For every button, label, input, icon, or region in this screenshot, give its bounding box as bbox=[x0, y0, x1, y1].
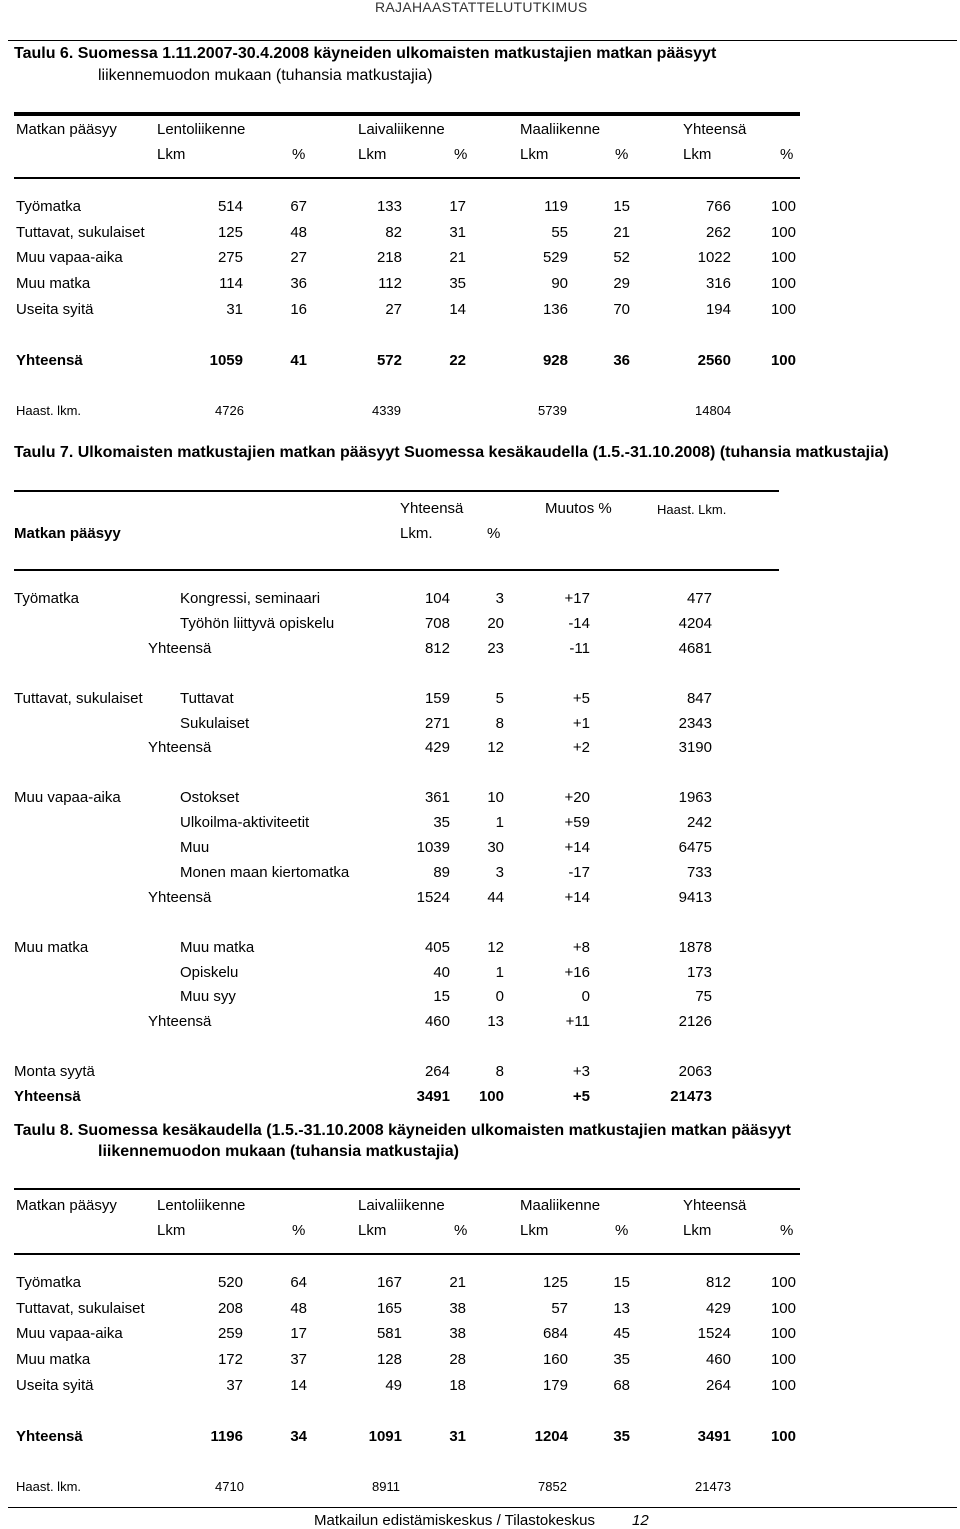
table7-cell: -14 bbox=[568, 614, 590, 632]
table6-title-line2: liikennemuodon mukaan (tuhansia matkustajia) bbox=[98, 67, 433, 84]
table7-title: Taulu 7. Ulkomaisten matkustajien matkan pääsyyt Suomessa kesäkaudella (1.5.-31.10.2008) (tuhansia matkustajia) bbox=[14, 444, 889, 461]
table7-group-label: Muu matka bbox=[14, 938, 89, 956]
table7-cell: 477 bbox=[686, 590, 712, 607]
table7-row-label: Yhteensä bbox=[148, 888, 212, 906]
table8-cell: 48 bbox=[290, 1299, 307, 1317]
table7-cell: 20 bbox=[487, 614, 504, 632]
table7-total-cell: 21473 bbox=[670, 1088, 712, 1105]
table7-cell: 1039 bbox=[416, 839, 450, 856]
table8-cell: 100 bbox=[770, 1299, 796, 1317]
table8-row-label: Tuttavat, sukulaiset bbox=[16, 1299, 145, 1317]
table8-subhead-3: % bbox=[454, 1222, 468, 1239]
table6-subhead-7: % bbox=[780, 146, 794, 163]
table7-top-rule bbox=[14, 490, 779, 492]
table8-head-rule bbox=[14, 1253, 800, 1255]
table6-interviews-cell: 5739 bbox=[538, 402, 567, 418]
table7-cell: 1524 bbox=[416, 888, 450, 906]
table6-row-label: Tuttavat, sukulaiset bbox=[16, 223, 145, 241]
table6-title-line1: Taulu 6. Suomessa 1.11.2007-30.4.2008 käyneiden ulkomaisten matkustajien matkan pääsyyt bbox=[14, 45, 717, 62]
table7-cell: 4681 bbox=[678, 639, 712, 657]
table7-monta-label: Monta syytä bbox=[14, 1063, 95, 1081]
table7-row-label: Yhteensä bbox=[148, 739, 212, 757]
table7-cell: 264 bbox=[424, 1063, 450, 1081]
table7-row-label: Työhön liittyvä opiskelu bbox=[180, 614, 335, 632]
header-rule bbox=[8, 40, 957, 41]
table7-row-label: Muu bbox=[180, 839, 210, 856]
table7-row-label: Yhteensä bbox=[148, 639, 212, 657]
table7-cell: +3 bbox=[572, 1063, 590, 1081]
table7-total-label: Yhteensä bbox=[14, 1088, 81, 1105]
table8-cell: 125 bbox=[542, 1274, 568, 1291]
table6-subhead-4: Lkm bbox=[520, 146, 549, 163]
table7-cell: 173 bbox=[686, 963, 712, 981]
table7-cell: 40 bbox=[433, 963, 450, 981]
table8-subhead-2: Lkm bbox=[358, 1222, 387, 1239]
table6-cell: 17 bbox=[449, 198, 466, 215]
table8-title-line1: Taulu 8. Suomessa kesäkaudella (1.5.-31.10.2008 käyneiden ulkomaisten matkustajien matkan pääsyyt bbox=[14, 1122, 791, 1139]
table6-interviews-cell: 4726 bbox=[215, 402, 244, 418]
table7-row-label: Yhteensä bbox=[148, 1013, 212, 1031]
table6-cell: 262 bbox=[705, 223, 731, 241]
table6-subhead-6: Lkm bbox=[683, 146, 712, 163]
table6-cell: 514 bbox=[217, 198, 243, 215]
table6-cell: 100 bbox=[770, 198, 796, 215]
table6-group-3: Yhteensä bbox=[683, 121, 747, 138]
table7-row-label: Ostokset bbox=[180, 789, 240, 807]
table7-total-cell: 100 bbox=[478, 1088, 504, 1105]
table8-cell: 460 bbox=[705, 1351, 731, 1369]
table7-row-label: Monen maan kiertomatka bbox=[180, 863, 350, 881]
table8-interviews-cell: 21473 bbox=[695, 1478, 732, 1494]
table8-cell: 37 bbox=[290, 1351, 307, 1369]
table7-cell: 271 bbox=[424, 714, 450, 732]
table7-cell: +1 bbox=[572, 714, 590, 732]
table8-cell: 100 bbox=[770, 1376, 796, 1394]
table7-cell: +17 bbox=[564, 590, 590, 607]
table8-group-0: Lentoliikenne bbox=[157, 1197, 246, 1214]
table7-cell: 5 bbox=[495, 689, 504, 707]
table7-cell: +59 bbox=[564, 814, 590, 832]
table7-cell: +16 bbox=[564, 963, 590, 981]
table7-total-cell: 3491 bbox=[416, 1088, 450, 1105]
table6-cell: 112 bbox=[378, 275, 402, 293]
table7-cell: 1 bbox=[495, 814, 504, 832]
table7-head-rule bbox=[14, 569, 779, 571]
table8-cell: 14 bbox=[290, 1376, 307, 1394]
table8-cell: 38 bbox=[449, 1299, 466, 1317]
table7-cell: 0 bbox=[581, 988, 590, 1006]
table6-cell: 14 bbox=[449, 300, 466, 318]
table7-cell: 4204 bbox=[678, 614, 712, 632]
table8-total-cell: 1091 bbox=[368, 1427, 402, 1445]
table7-cell: 2126 bbox=[678, 1013, 712, 1031]
table6-cell: 133 bbox=[376, 198, 402, 215]
table8-cell: 1524 bbox=[697, 1325, 731, 1343]
table6-cell: 21 bbox=[613, 223, 630, 241]
table7-cell: 2343 bbox=[678, 714, 712, 732]
table6-total-cell: 1059 bbox=[209, 351, 243, 369]
table8-subhead-6: Lkm bbox=[683, 1222, 712, 1239]
table7-cell: 89 bbox=[433, 863, 450, 881]
table8-cell: 18 bbox=[449, 1376, 466, 1394]
table7-cell: +8 bbox=[572, 938, 590, 956]
table6-subhead-5: % bbox=[615, 146, 629, 163]
table8-total-cell: 100 bbox=[770, 1427, 796, 1445]
table6-cell: 35 bbox=[449, 275, 466, 293]
table8-cell: 128 bbox=[376, 1351, 402, 1369]
table6-cell: 529 bbox=[542, 249, 568, 267]
table8-subhead-4: Lkm bbox=[520, 1222, 549, 1239]
table8-cell: 520 bbox=[217, 1274, 243, 1291]
table8-total-cell: 31 bbox=[449, 1427, 466, 1445]
table6-cell: 15 bbox=[613, 198, 630, 215]
table6-total-cell: 100 bbox=[770, 351, 796, 369]
table7-cell: 13 bbox=[487, 1013, 504, 1031]
table6-total-cell: 928 bbox=[542, 351, 568, 369]
table6-cell: 194 bbox=[705, 300, 731, 318]
table8-cell: 100 bbox=[770, 1274, 796, 1291]
table8-interviews-cell: 8911 bbox=[372, 1478, 400, 1494]
footer-rule bbox=[8, 1507, 957, 1508]
table7-cell: 847 bbox=[686, 689, 712, 707]
table7-head-total: Yhteensä bbox=[400, 500, 464, 517]
table8-interviews-cell: 7852 bbox=[538, 1478, 567, 1494]
table7-cell: 12 bbox=[487, 739, 504, 757]
table7-cell: 460 bbox=[424, 1013, 450, 1031]
table6-row-label: Työmatka bbox=[16, 198, 82, 215]
table7-group-label: Työmatka bbox=[14, 590, 80, 607]
table7-total-cell: +5 bbox=[572, 1088, 590, 1105]
table8-cell: 13 bbox=[613, 1299, 630, 1317]
table8-col-label: Matkan pääsyy bbox=[16, 1197, 117, 1214]
table7-cell: 9413 bbox=[678, 888, 712, 906]
table8-cell: 100 bbox=[770, 1325, 796, 1343]
table7-row-label: Muu matka bbox=[180, 938, 255, 956]
table7-cell: +20 bbox=[564, 789, 590, 807]
table8-total-cell: 1204 bbox=[534, 1427, 568, 1445]
table8-total-cell: 34 bbox=[290, 1427, 307, 1445]
table7-cell: 1 bbox=[495, 963, 504, 981]
table8-cell: 264 bbox=[705, 1376, 731, 1394]
table6-cell: 31 bbox=[449, 223, 466, 241]
table7-cell: 12 bbox=[487, 938, 504, 956]
table6-cell: 27 bbox=[290, 249, 307, 267]
table8-cell: 208 bbox=[217, 1299, 243, 1317]
table7-cell: 30 bbox=[487, 839, 504, 856]
table6-cell: 36 bbox=[290, 275, 307, 293]
table8-cell: 429 bbox=[705, 1299, 731, 1317]
table6-row-label: Muu vapaa-aika bbox=[16, 249, 123, 267]
table6-total-cell: 572 bbox=[376, 351, 402, 369]
table7-group-label: Muu vapaa-aika bbox=[14, 789, 121, 807]
table7-cell: 812 bbox=[424, 639, 450, 657]
table7-cell: +2 bbox=[572, 739, 590, 757]
table8-group-2: Maaliikenne bbox=[520, 1197, 601, 1214]
table7-cell: 3 bbox=[495, 863, 504, 881]
table7-cell: +11 bbox=[565, 1013, 590, 1031]
table8-cell: 259 bbox=[217, 1325, 243, 1343]
table6-cell: 316 bbox=[705, 275, 731, 293]
table8-subhead-7: % bbox=[780, 1222, 794, 1239]
table6-top-rule bbox=[14, 112, 800, 116]
table7-sub-pct: % bbox=[487, 525, 501, 542]
table7-head-change: Muutos % bbox=[545, 500, 612, 517]
table7-sub-lkm: Lkm. bbox=[400, 525, 433, 542]
table7-cell: 0 bbox=[495, 988, 504, 1006]
table6-cell: 16 bbox=[290, 300, 307, 318]
table7-cell: 6475 bbox=[678, 839, 712, 856]
table7-cell: 3 bbox=[495, 590, 504, 607]
table7-cell: 8 bbox=[495, 1063, 504, 1081]
table6-cell: 55 bbox=[551, 223, 568, 241]
table6-cell: 136 bbox=[542, 300, 568, 318]
table8-cell: 172 bbox=[217, 1351, 243, 1369]
table8-cell: 57 bbox=[551, 1299, 568, 1317]
table8-subhead-5: % bbox=[615, 1222, 629, 1239]
table7-cell: 8 bbox=[495, 714, 504, 732]
table6-cell: 114 bbox=[219, 275, 243, 293]
running-header: RAJAHAASTATTELUTUTKIMUS bbox=[375, 0, 588, 15]
table8-cell: 167 bbox=[376, 1274, 402, 1291]
table6-cell: 1022 bbox=[697, 249, 731, 267]
table8-cell: 160 bbox=[542, 1351, 568, 1369]
table6-row-label: Muu matka bbox=[16, 275, 91, 293]
table8-cell: 37 bbox=[226, 1376, 243, 1394]
table8-group-1: Laivaliikenne bbox=[358, 1197, 445, 1214]
table6-cell: 70 bbox=[613, 300, 630, 318]
table7-cell: 75 bbox=[695, 988, 712, 1006]
table6-cell: 100 bbox=[770, 249, 796, 267]
table6-cell: 100 bbox=[770, 223, 796, 241]
table6-row-label: Useita syitä bbox=[16, 300, 94, 318]
table8-top-rule bbox=[14, 1188, 800, 1190]
table7-cell: 1963 bbox=[678, 789, 712, 807]
table8-cell: 38 bbox=[449, 1325, 466, 1343]
table7-group-label: Tuttavat, sukulaiset bbox=[14, 689, 143, 707]
table7-cell: 242 bbox=[686, 814, 712, 832]
table6-group-0: Lentoliikenne bbox=[157, 121, 246, 138]
table8-total-label: Yhteensä bbox=[16, 1427, 83, 1445]
table8-group-3: Yhteensä bbox=[683, 1197, 747, 1214]
table6-subhead-1: % bbox=[292, 146, 306, 163]
table6-cell: 218 bbox=[376, 249, 402, 267]
table6-cell: 90 bbox=[551, 275, 568, 293]
table6-cell: 27 bbox=[385, 300, 402, 318]
table7-cell: 3190 bbox=[678, 739, 712, 757]
table6-group-1: Laivaliikenne bbox=[358, 121, 445, 138]
page-number: 12 bbox=[632, 1512, 649, 1529]
table7-cell: 1878 bbox=[678, 938, 712, 956]
table7-cell: -17 bbox=[568, 863, 590, 881]
table6-cell: 100 bbox=[770, 300, 796, 318]
table7-cell: 2063 bbox=[678, 1063, 712, 1081]
table7-cell: 733 bbox=[686, 863, 712, 881]
table6-group-2: Maaliikenne bbox=[520, 121, 601, 138]
table7-cell: 708 bbox=[424, 614, 450, 632]
table8-row-label: Useita syitä bbox=[16, 1376, 94, 1394]
table7-cell: 361 bbox=[424, 789, 450, 807]
table7-cell: +14 bbox=[564, 839, 590, 856]
table8-title-line2: liikennemuodon mukaan (tuhansia matkustajia) bbox=[98, 1143, 459, 1160]
table7-cell: 104 bbox=[424, 590, 450, 607]
table6-subhead-0: Lkm bbox=[157, 146, 186, 163]
table6-total-cell: 2560 bbox=[697, 351, 731, 369]
table8-cell: 68 bbox=[613, 1376, 630, 1394]
table8-total-cell: 3491 bbox=[697, 1427, 731, 1445]
table8-row-label: Työmatka bbox=[16, 1274, 82, 1291]
table8-interviews-label: Haast. lkm. bbox=[16, 1478, 82, 1494]
table6-cell: 31 bbox=[226, 300, 243, 318]
table6-interviews-cell: 4339 bbox=[372, 402, 401, 418]
table7-row-label: Ulkoilma-aktiviteetit bbox=[180, 814, 310, 832]
table6-total-label: Yhteensä bbox=[16, 351, 83, 369]
table7-row-label: Kongressi, seminaari bbox=[180, 590, 321, 607]
table8-cell: 35 bbox=[613, 1351, 630, 1369]
table6-cell: 125 bbox=[217, 223, 243, 241]
table6-total-cell: 36 bbox=[613, 351, 630, 369]
table7-head-interviews: Haast. Lkm. bbox=[657, 502, 727, 517]
table7-cell: 159 bbox=[424, 689, 450, 707]
table6-cell: 766 bbox=[705, 198, 731, 215]
table8-cell: 49 bbox=[385, 1376, 402, 1394]
table8-row-label: Muu matka bbox=[16, 1351, 91, 1369]
table7-cell: +14 bbox=[564, 888, 590, 906]
table6-cell: 100 bbox=[770, 275, 796, 293]
table8-total-cell: 1196 bbox=[210, 1427, 243, 1445]
table8-cell: 28 bbox=[449, 1351, 466, 1369]
table7-cell: 10 bbox=[487, 789, 504, 807]
table8-cell: 64 bbox=[290, 1274, 307, 1291]
table6-cell: 29 bbox=[613, 275, 630, 293]
table7-cell: 23 bbox=[487, 639, 504, 657]
table7-cell: 35 bbox=[433, 814, 450, 832]
table8-cell: 100 bbox=[770, 1351, 796, 1369]
table8-subhead-1: % bbox=[292, 1222, 306, 1239]
table6-interviews-label: Haast. lkm. bbox=[16, 402, 82, 418]
table6-cell: 21 bbox=[449, 249, 466, 267]
table8-cell: 21 bbox=[449, 1274, 466, 1291]
table6-col-label: Matkan pääsyy bbox=[16, 121, 117, 138]
footer-text: Matkailun edistämiskeskus / Tilastokeskus bbox=[314, 1512, 595, 1529]
table6-subhead-3: % bbox=[454, 146, 468, 163]
table7-cell: -11 bbox=[569, 639, 590, 657]
table6-cell: 67 bbox=[290, 198, 307, 215]
table6-cell: 275 bbox=[217, 249, 243, 267]
table7-cell: 44 bbox=[487, 888, 504, 906]
table6-total-cell: 22 bbox=[449, 351, 466, 369]
table8-row-label: Muu vapaa-aika bbox=[16, 1325, 123, 1343]
table8-subhead-0: Lkm bbox=[157, 1222, 186, 1239]
table8-cell: 165 bbox=[376, 1299, 402, 1317]
table6-subhead-2: Lkm bbox=[358, 146, 387, 163]
table7-row-label: Tuttavat bbox=[180, 689, 234, 707]
table7-cell: 405 bbox=[424, 938, 450, 956]
table6-interviews-cell: 14804 bbox=[695, 402, 732, 418]
table8-cell: 15 bbox=[613, 1274, 630, 1291]
table8-cell: 684 bbox=[542, 1325, 568, 1343]
table7-cell: +5 bbox=[572, 689, 590, 707]
table8-cell: 17 bbox=[290, 1325, 307, 1343]
table6-cell: 48 bbox=[290, 223, 307, 241]
table8-total-cell: 35 bbox=[613, 1427, 630, 1445]
table8-interviews-cell: 4710 bbox=[215, 1478, 244, 1494]
table6-cell: 52 bbox=[613, 249, 630, 267]
table7-col-label: Matkan pääsyy bbox=[14, 525, 121, 542]
table7-row-label: Opiskelu bbox=[180, 963, 239, 981]
table6-total-cell: 41 bbox=[290, 351, 307, 369]
table7-row-label: Sukulaiset bbox=[180, 714, 250, 732]
table8-cell: 179 bbox=[542, 1376, 568, 1394]
table6-head-rule bbox=[14, 177, 800, 179]
table7-row-label: Muu syy bbox=[180, 988, 236, 1006]
table8-cell: 581 bbox=[376, 1325, 402, 1343]
table7-cell: 429 bbox=[424, 739, 450, 757]
table8-cell: 812 bbox=[705, 1274, 731, 1291]
table6-cell: 119 bbox=[544, 198, 568, 215]
table6-cell: 82 bbox=[385, 223, 402, 241]
table8-cell: 45 bbox=[613, 1325, 630, 1343]
table7-cell: 15 bbox=[433, 988, 450, 1006]
